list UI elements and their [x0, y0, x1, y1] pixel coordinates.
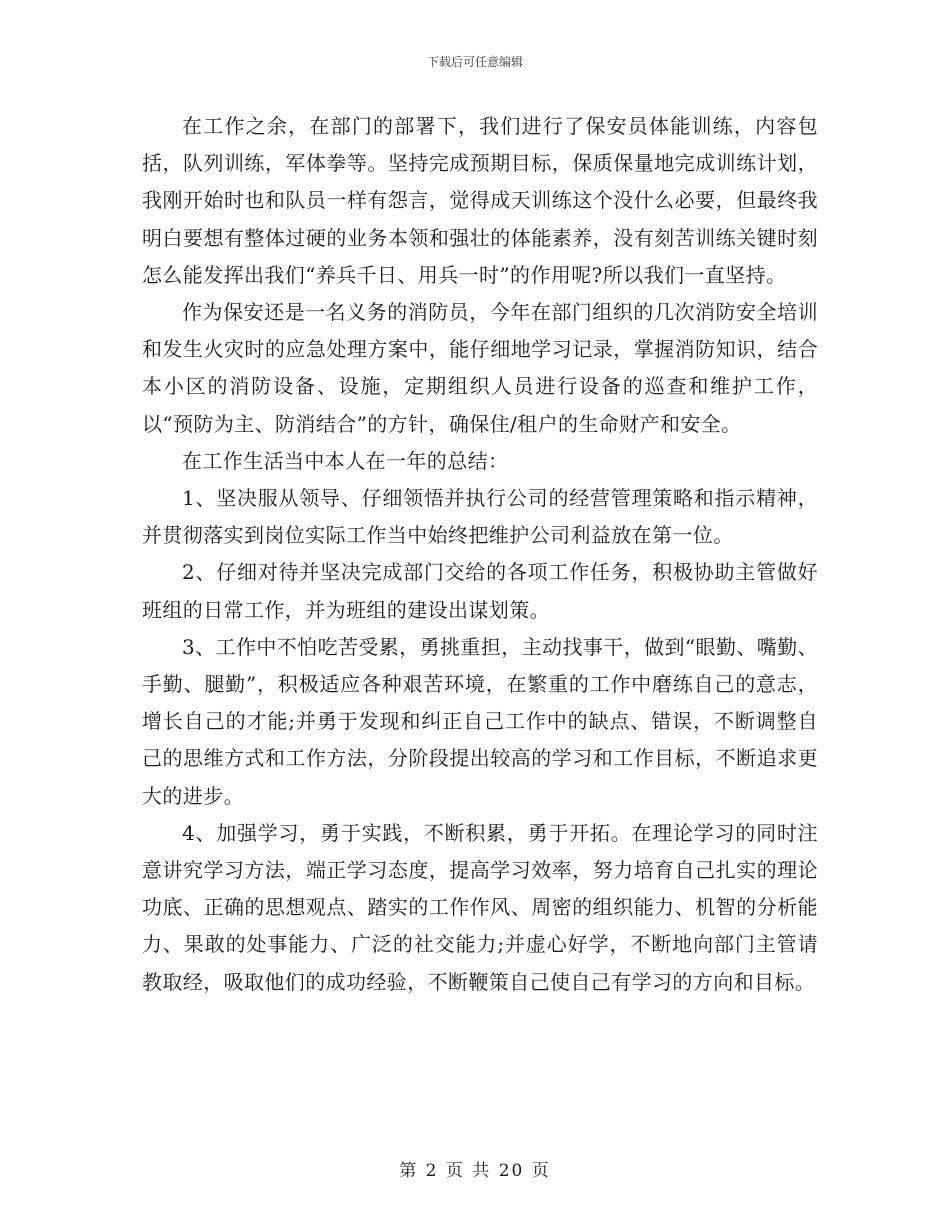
paragraph-point-4: 4、加强学习，勇于实践，不断积累，勇于开拓。在理论学习的同时注意讲究学习方法，端正学习态度，提高学习效率，努力培育自己扎实的理论功底、正确的思想观点、踏实的工作作风、周密的组织能力、机智的分析能力、果敢的处事能力、广泛的社交能力;并虚心好学，不断地向部门主管请教取经，吸取他们的成功经验，不断鞭策自己使自己有学习的方向和目标。	[142, 820, 818, 994]
page-number-footer: 第 2 页 共 20 页	[399, 1161, 551, 1181]
paragraph-point-1: 1、坚决服从领导、仔细领悟并执行公司的经营管理策略和指示精神，并贯彻落实到岗位实际工作当中始终把维护公司利益放在第一位。	[142, 486, 818, 548]
paragraph-summary-intro: 在工作生活当中本人在一年的总结：	[182, 448, 509, 473]
paragraph-fire-safety: 作为保安还是一名义务的消防员，今年在部门组织的几次消防安全培训和发生火灾时的应急处理方案中，能仔细地学习记录，掌握消防知识，结合本小区的消防设备、设施，定期组织人员进行设备的巡查和维护工作，以“预防为主、防消结合”的方针，确保住/租户的生命财产和安全。	[142, 300, 818, 436]
document-body	[142, 108, 818, 1001]
header-note: 下载后可任意编辑	[426, 55, 523, 69]
paragraph-point-2: 2、仔细对待并坚决完成部门交给的各项工作任务，积极协助主管做好班组的日常工作，并为班组的建设出谋划策。	[142, 560, 818, 622]
paragraph-point-3: 3、工作中不怕吃苦受累，勇挑重担，主动找事干，做到“眼勤、嘴勤、手勤、腿勤”，积极适应各种艰苦环境，在繁重的工作中磨练自己的意志，增长自己的才能;并勇于发现和纠正自己工作中的缺点、错误，不断调整自己的思维方式和工作方法，分阶段提出较高的学习和工作目标，不断追求更大的进步。	[142, 634, 818, 808]
paragraph-training: 在工作之余，在部门的部署下，我们进行了保安员体能训练，内容包括，队列训练，军体拳等。坚持完成预期目标，保质保量地完成训练计划，我刚开始时也和队员一样有怨言，觉得成天训练这个没什么必要，但最终我明白要想有整体过硬的业务本领和强壮的体能素养，没有刻苦训练关键时刻怎么能发挥出我们“养兵千日、用兵一时”的作用呢?所以我们一直坚持。	[142, 114, 818, 287]
